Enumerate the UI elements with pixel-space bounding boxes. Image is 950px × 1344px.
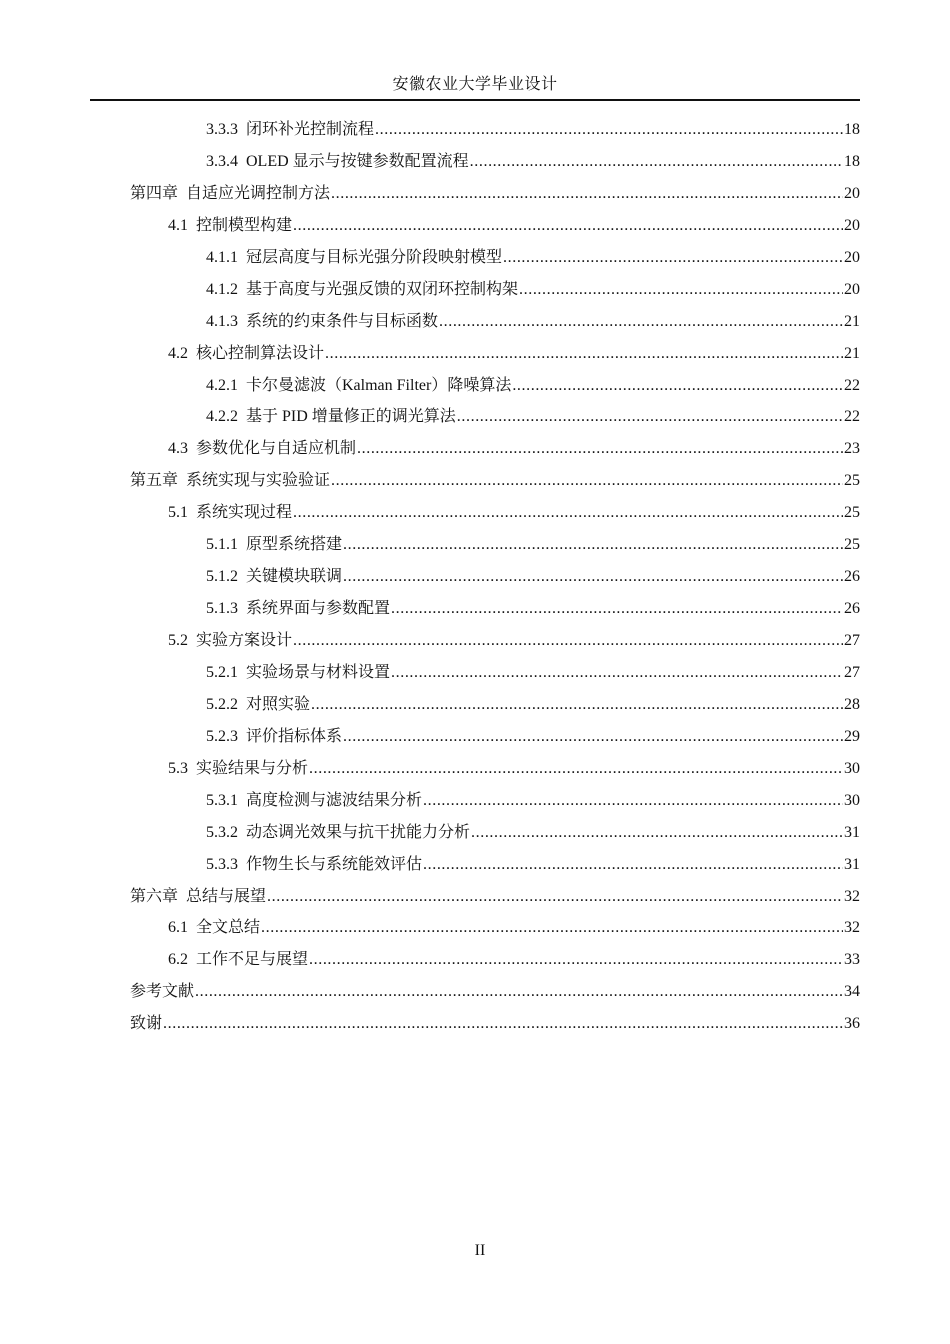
- toc-entry[interactable]: [130, 881, 860, 913]
- toc-entry-number: 4.3: [168, 440, 188, 458]
- toc-entry-title: 总结与展望: [186, 887, 267, 905]
- toc-entry[interactable]: [130, 497, 860, 529]
- toc-entry-label: [206, 274, 518, 306]
- toc-entry[interactable]: [130, 912, 860, 944]
- toc-dot-leader: [311, 689, 843, 721]
- toc-entry-label: [130, 1008, 162, 1040]
- toc-entry-number: 4.2.1: [206, 376, 238, 394]
- toc-entry-page: 18: [844, 152, 860, 170]
- toc-entry-title: 动态调光效果与抗干扰能力分析: [246, 823, 471, 841]
- toc-entry[interactable]: [130, 1008, 860, 1040]
- toc-entry-title: 控制模型构建: [196, 216, 293, 234]
- toc-entry-label: [168, 944, 308, 976]
- toc-entry-number: 4.2: [168, 344, 188, 362]
- toc-entry-page: 25: [844, 536, 860, 554]
- toc-entry-label: [206, 817, 470, 849]
- toc-dot-leader: [309, 753, 843, 785]
- toc-entry-page: 36: [844, 1015, 860, 1033]
- toc-entry[interactable]: [130, 146, 860, 178]
- toc-entry-page: 30: [844, 759, 860, 777]
- toc-entry-label: [206, 785, 422, 817]
- toc-entry-page: 31: [844, 855, 860, 873]
- toc-entry-number: 5.3.1: [206, 791, 238, 809]
- toc-entry-number: 4.1.3: [206, 312, 238, 330]
- toc-entry-label: [168, 753, 308, 785]
- toc-entry-page: 34: [844, 983, 860, 1001]
- toc-entry-page: 27: [844, 632, 860, 649]
- toc-entry[interactable]: [130, 721, 860, 753]
- toc-entry-title: 系统实现与实验验证: [186, 472, 331, 490]
- toc-entry-number: 5.1.2: [206, 568, 238, 586]
- toc-entry-page: 22: [844, 408, 860, 426]
- toc-entry[interactable]: [130, 529, 860, 561]
- toc-dot-leader: [343, 721, 843, 753]
- toc-entry[interactable]: [130, 338, 860, 370]
- toc-entry-title: 对照实验: [246, 695, 311, 713]
- toc-entry[interactable]: [130, 593, 860, 625]
- toc-entry-label: [168, 433, 356, 465]
- toc-entry-title: 评价指标体系: [246, 727, 343, 745]
- toc-entry-number: 6.1: [168, 919, 188, 937]
- toc-entry[interactable]: [130, 657, 860, 689]
- toc-entry-title: 核心控制算法设计: [196, 344, 325, 362]
- toc-entry-page: 32: [844, 887, 860, 905]
- toc-dot-leader: [391, 593, 843, 625]
- toc-entry-page: 25: [844, 472, 860, 490]
- toc-entry-number: 第六章: [130, 887, 179, 905]
- toc-entry-label: [206, 561, 342, 593]
- toc-entry-page: 20: [844, 280, 860, 298]
- toc-entry-label: [206, 721, 342, 753]
- toc-entry-number: 5.3.3: [206, 855, 238, 873]
- toc-entry[interactable]: [130, 625, 860, 657]
- toc-entry-label: [168, 497, 292, 529]
- toc-entry-page: 31: [844, 823, 860, 841]
- toc-entry-label: [206, 114, 374, 146]
- toc-dot-leader: [439, 306, 843, 338]
- toc-entry-page: 18: [844, 121, 860, 138]
- toc-entry-title: 卡尔曼滤波（Kalman Filter）降噪算法: [246, 376, 512, 394]
- toc-entry-title: 参数优化与自适应机制: [196, 440, 357, 458]
- toc-entry-page: 26: [844, 600, 860, 618]
- toc-entry-label: [206, 689, 310, 721]
- toc-entry-title: 关键模块联调: [246, 568, 343, 586]
- toc-entry-label: [168, 625, 292, 657]
- toc-entry-page: 30: [844, 791, 860, 809]
- toc-entry-title: 冠层高度与目标光强分阶段映射模型: [246, 248, 503, 266]
- toc-dot-leader: [293, 210, 843, 242]
- toc-entry[interactable]: [130, 561, 860, 593]
- toc-entry-label: [206, 849, 422, 881]
- toc-entry-number: 6.2: [168, 951, 188, 969]
- toc-entry-number: 3.3.3: [206, 121, 238, 138]
- page-header: 安徽农业大学毕业设计: [392, 76, 558, 93]
- toc-entry-page: 22: [844, 376, 860, 394]
- toc-entry-title: 高度检测与滤波结果分析: [246, 791, 423, 809]
- toc-entry[interactable]: [130, 306, 860, 338]
- toc-entry-page: 21: [844, 344, 860, 362]
- toc-entry-number: 5.1.3: [206, 600, 238, 618]
- toc-entry-label: [206, 370, 511, 402]
- toc-entry-number: 5.1.1: [206, 536, 238, 554]
- toc-entry[interactable]: [130, 114, 860, 146]
- toc-entry[interactable]: [130, 785, 860, 817]
- toc-entry-label: [168, 210, 292, 242]
- toc-entry-label: [130, 976, 194, 1008]
- toc-entry[interactable]: [130, 210, 860, 242]
- toc-entry-number: 3.3.4: [206, 152, 238, 170]
- toc-entry-page: 26: [844, 568, 860, 586]
- toc-entry-label: [130, 881, 266, 913]
- toc-entry-title: 实验方案设计: [196, 632, 293, 649]
- toc-entry-label: [206, 146, 469, 178]
- toc-entry-page: 21: [844, 312, 860, 330]
- toc-entry-page: 29: [844, 727, 860, 745]
- toc-entry-number: 5.2.2: [206, 695, 238, 713]
- toc-dot-leader: [325, 338, 843, 370]
- toc-dot-leader: [423, 849, 843, 881]
- toc-entry-title: 全文总结: [196, 919, 261, 937]
- toc-entry-number: 5.2: [168, 632, 188, 649]
- toc-dot-leader: [261, 912, 843, 944]
- toc-dot-leader: [293, 625, 843, 657]
- toc-entry-label: [206, 242, 502, 274]
- toc-dot-leader: [503, 242, 843, 274]
- toc-entry-page: 27: [844, 663, 860, 681]
- toc-dot-leader: [471, 817, 843, 849]
- toc-entry-label: [130, 178, 330, 210]
- toc-entry-title: 闭环补光控制流程: [246, 121, 375, 138]
- page-number: II: [474, 1242, 486, 1259]
- toc-entry-label: [206, 401, 456, 433]
- toc-entry[interactable]: [130, 976, 860, 1008]
- toc-entry-number: 4.2.2: [206, 408, 238, 426]
- toc-entry-number: 5.1: [168, 504, 188, 522]
- toc-dot-leader: [375, 114, 843, 146]
- toc-entry-title: 基于 PID 增量修正的调光算法: [246, 408, 456, 426]
- toc-entry-title: 实验场景与材料设置: [246, 663, 391, 681]
- toc-entry-number: 5.2.3: [206, 727, 238, 745]
- toc-entry-page: 20: [844, 184, 860, 202]
- toc-entry[interactable]: [130, 849, 860, 881]
- header-rule: [90, 99, 860, 101]
- toc-entry-page: 32: [844, 919, 860, 937]
- toc-entry-title: 参考文献: [130, 983, 195, 1001]
- toc-entry-number: 5.3.2: [206, 823, 238, 841]
- toc-dot-leader: [457, 401, 843, 433]
- toc-entry[interactable]: [130, 753, 860, 785]
- toc-entry-title: 实验结果与分析: [196, 759, 309, 777]
- toc-entry-title: OLED 显示与按键参数配置流程: [246, 152, 469, 170]
- toc-dot-leader: [512, 370, 843, 402]
- toc-entry-page: 25: [844, 504, 860, 522]
- toc-entry[interactable]: [130, 689, 860, 721]
- toc-dot-leader: [163, 1008, 843, 1040]
- toc-entry-label: [206, 306, 438, 338]
- toc-dot-leader: [423, 785, 843, 817]
- toc-entry-title: 原型系统搭建: [246, 536, 343, 554]
- toc-entry-title: 系统界面与参数配置: [246, 600, 391, 618]
- toc-entry-page: 20: [844, 248, 860, 266]
- toc-entry[interactable]: [130, 401, 860, 433]
- toc-entry[interactable]: [130, 433, 860, 465]
- toc-dot-leader: [391, 657, 843, 689]
- toc-entry-label: [168, 338, 324, 370]
- toc-entry-title: 自适应光调控制方法: [186, 184, 331, 202]
- toc-entry-number: 第四章: [130, 184, 179, 202]
- toc-entry-number: 4.1.2: [206, 280, 238, 298]
- toc-entry-label: [206, 529, 342, 561]
- toc-entry-page: 33: [844, 951, 860, 969]
- toc-entry-number: 5.3: [168, 759, 188, 777]
- toc-entry[interactable]: [130, 178, 860, 210]
- toc-entry-title: 系统的约束条件与目标函数: [246, 312, 439, 330]
- toc-entry-title: 基于高度与光强反馈的双闭环控制构架: [246, 280, 519, 298]
- toc-entry-page: 23: [844, 440, 860, 458]
- toc-entry[interactable]: [130, 274, 860, 306]
- toc-entry-title: 系统实现过程: [196, 504, 293, 522]
- toc-entry[interactable]: [130, 944, 860, 976]
- toc-entry[interactable]: [130, 370, 860, 402]
- toc-dot-leader: [357, 433, 843, 465]
- toc-entry[interactable]: [130, 242, 860, 274]
- toc-dot-leader: [343, 561, 843, 593]
- toc-entry-number: 4.1: [168, 216, 188, 234]
- toc-entry[interactable]: [130, 817, 860, 849]
- toc-dot-leader: [309, 944, 843, 976]
- toc-entry-label: [168, 912, 260, 944]
- toc-dot-leader: [331, 465, 843, 497]
- toc-dot-leader: [519, 274, 843, 306]
- toc-dot-leader: [293, 497, 843, 529]
- toc-dot-leader: [331, 178, 843, 210]
- toc-entry-label: [130, 465, 330, 497]
- toc-dot-leader: [343, 529, 843, 561]
- toc-entry-number: 第五章: [130, 472, 179, 490]
- table-of-contents: [130, 114, 860, 1040]
- toc-dot-leader: [470, 146, 843, 178]
- toc-dot-leader: [195, 976, 843, 1008]
- toc-dot-leader: [267, 881, 843, 913]
- toc-entry-page: 28: [844, 695, 860, 713]
- toc-entry-page: 20: [844, 216, 860, 234]
- toc-entry-title: 作物生长与系统能效评估: [246, 855, 423, 873]
- toc-entry-title: 工作不足与展望: [196, 951, 309, 969]
- toc-entry[interactable]: [130, 465, 860, 497]
- toc-entry-number: 4.1.1: [206, 248, 238, 266]
- toc-entry-number: 5.2.1: [206, 663, 238, 681]
- toc-entry-title: 致谢: [130, 1015, 163, 1033]
- toc-entry-label: [206, 593, 390, 625]
- toc-entry-label: [206, 657, 390, 689]
